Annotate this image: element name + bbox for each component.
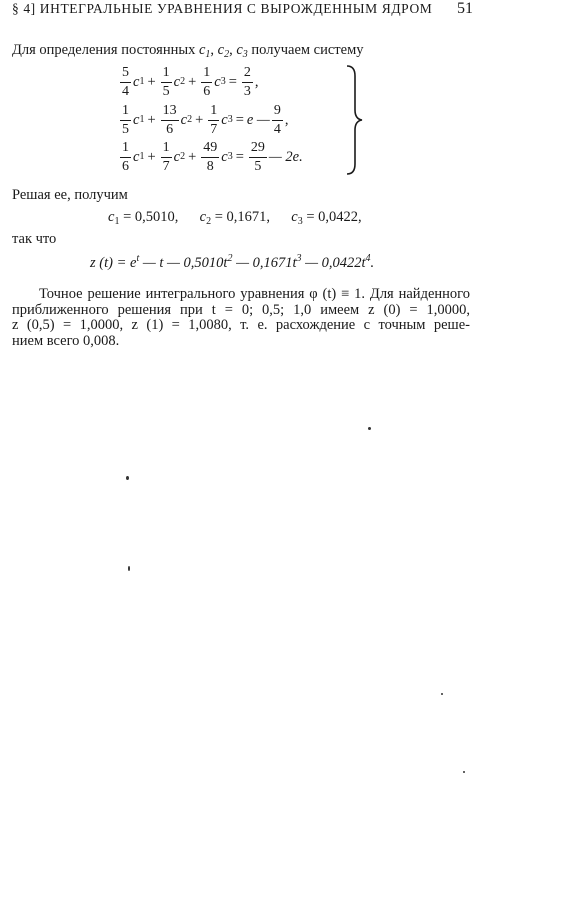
scan-speck: [368, 427, 371, 430]
coef-fraction: $\frac{5}{4}$: [122, 64, 129, 99]
intro-text-before: Для определения постоянных: [12, 42, 196, 58]
paragraph-line: Точное решение интегрального уравнения φ (t) ≡ 1. Для найденного: [39, 286, 470, 302]
paragraph-line: приближенного решения при t = 0; 0,5; 1,0 имеем z (0) = 1,0000,: [12, 301, 470, 318]
c3-value: 0,0422,: [318, 209, 362, 225]
running-header: [12, 1, 432, 17]
solve-line: Решая ее, получим: [12, 187, 128, 203]
coef-fraction: $\frac{13}{6}$: [162, 102, 177, 137]
coef-fraction: $\frac{1}{6}$: [203, 64, 211, 99]
right-brace: [344, 64, 364, 176]
scan-speck: [128, 566, 130, 571]
c2-value: 0,1671,: [226, 209, 270, 225]
rhs-e: e —: [246, 111, 270, 128]
rhs-tail: — 2e.: [268, 148, 303, 165]
const-c1: $c_1$: [198, 42, 211, 60]
const-c2: $c_2$: [217, 42, 230, 60]
rhs-fraction: $\frac{29}{5}$: [250, 139, 265, 174]
conclusion-paragraph: [12, 287, 470, 349]
equation-row-1: $\frac{5}{4}$ c 1 + $\frac{1}{5}$ c 2 + $\frac{1}{6}$ c 3 = $\frac{2}{3}$ ,: [122, 64, 259, 99]
scan-speck: [463, 771, 465, 773]
paragraph-line: z (0,5) = 1,0000, z (1) = 1,0080, т. е. расхождение с точным реше-: [12, 317, 470, 333]
scan-speck: [441, 693, 443, 695]
rhs-fraction: $\frac{2}{3}$: [243, 64, 251, 99]
const-c3: $c_3$: [236, 42, 248, 60]
page-number: 51: [457, 0, 473, 17]
section-mark: § 4]: [12, 1, 36, 16]
c1-value: 0,5010,: [134, 209, 179, 225]
scan-speck: [126, 476, 129, 480]
coef-fraction: $\frac{49}{8}$: [203, 139, 218, 174]
coef-fraction: $\frac{1}{5}$: [162, 64, 170, 99]
coef-fraction: $\frac{1}{7}$: [162, 139, 170, 174]
solution-formula: z $(t) = e^t$ — t — $0,5010t^2$ — $0,1671t^3$ — $0,0422t^4$.: [90, 253, 375, 271]
intro-text-after: получаем систему: [251, 42, 364, 58]
equation-row-3: $\frac{1}{6}$ c 1 + $\frac{1}{7}$ c 2 + $\frac{49}{8}$ c 3 = $\frac{29}{5}$ — 2e.: [122, 139, 303, 174]
so-line: так что: [12, 231, 57, 247]
equation-row-2: $\frac{1}{5}$ c 1 + $\frac{13}{6}$ c 2 + $\frac{1}{7}$ c 3 = e — $\frac{9}{4}$ ,: [122, 102, 289, 137]
paragraph-line: нием всего 0,008.: [12, 332, 120, 349]
coef-fraction: $\frac{1}{7}$: [210, 102, 218, 137]
coef-fraction: $\frac{1}{6}$: [122, 139, 129, 174]
coef-fraction: $\frac{1}{5}$: [122, 102, 129, 137]
header-title: ИНТЕГРАЛЬНЫЕ УРАВНЕНИЯ С ВЫРОЖДЕННЫМ ЯДРОМ: [39, 1, 433, 16]
solution-line: $c_1 = 0,5010$, $c_2 = 0,1671$, $c_3 = 0,0422$,: [108, 209, 362, 227]
rhs-fraction: $\frac{9}{4}$: [273, 102, 281, 137]
intro-line: Для определения постоянных $c_1$, $c_2$, $c_3$ получаем систему: [12, 42, 364, 60]
